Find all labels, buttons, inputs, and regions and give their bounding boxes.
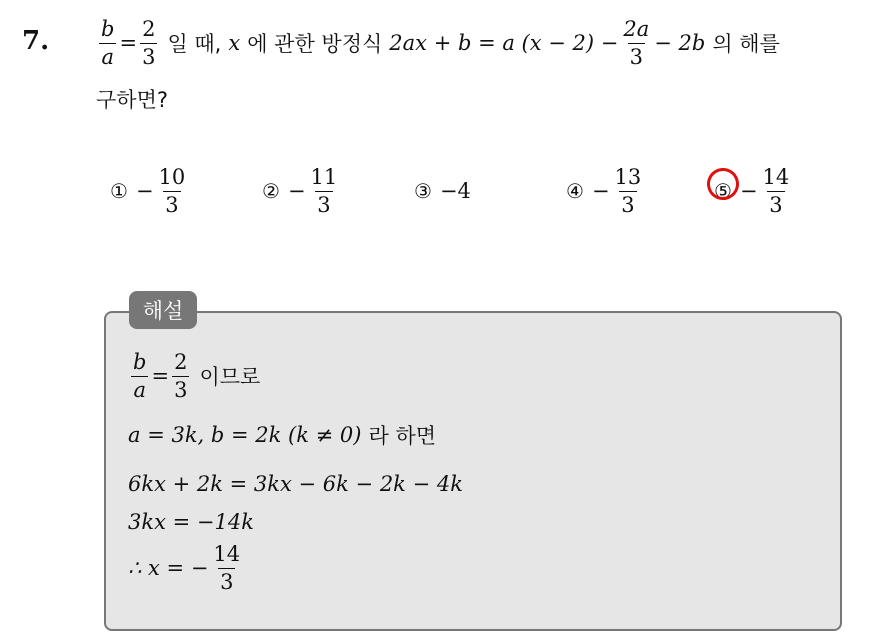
solution-line-4: 3kx = −14k [128, 510, 254, 534]
solution-text: 이므로 [199, 365, 261, 389]
frac-numerator: 10 [158, 165, 186, 190]
option-sign: − [135, 179, 154, 203]
frac-denominator: 3 [165, 192, 179, 217]
fraction-14-over-3 [211, 543, 242, 592]
frac-numerator: 2 [174, 350, 188, 375]
option-fraction [613, 166, 644, 215]
frac-numerator: 14 [762, 165, 790, 190]
option-marker: ② [262, 179, 280, 203]
solution-math: a = 3k, b = 2k (k ≠ 0) [128, 423, 362, 447]
frac-numerator: 11 [310, 165, 338, 190]
frac-denominator: 3 [629, 44, 643, 69]
frac-numerator: b [133, 350, 147, 375]
question-line-2: 구하면? [96, 88, 169, 112]
option-sign: − [739, 179, 758, 203]
frac-denominator: 3 [317, 192, 331, 217]
fraction-2-over-3 [172, 351, 189, 400]
text-solution-of: 의 해를 [712, 32, 780, 56]
text-equation-about: 에 관한 방정식 [247, 32, 383, 56]
frac-denominator: 3 [142, 44, 156, 69]
fraction-b-over-a [131, 351, 148, 400]
option-value: −4 [439, 179, 471, 203]
equals-sign: = [151, 364, 170, 388]
solution-text: 라 하면 [368, 424, 437, 448]
problem-number: 7. [22, 26, 50, 56]
option-fraction [309, 166, 340, 215]
solution-line-3: 6kx + 2k = 3kx − 6k − 2k − 4k [128, 472, 463, 496]
option-marker: ① [110, 179, 128, 203]
option-1[interactable] [110, 160, 190, 222]
frac-denominator: a [133, 377, 146, 402]
option-sign: − [591, 179, 610, 203]
frac-numerator: 2 [142, 17, 156, 42]
solution-line-2 [128, 418, 436, 452]
solution-line-1 [128, 344, 260, 408]
fraction-b-over-a [99, 18, 116, 67]
option-4[interactable] [566, 160, 646, 222]
equals-sign: = [119, 31, 138, 55]
frac-denominator: 3 [769, 192, 783, 217]
option-fraction [157, 166, 188, 215]
question-line-1 [96, 10, 780, 76]
frac-denominator: a [101, 44, 114, 69]
option-marker: ⑤ [714, 179, 732, 203]
option-sign: − [287, 179, 306, 203]
fraction-2-over-3 [140, 18, 157, 67]
frac-denominator: 3 [621, 192, 635, 217]
option-fraction [761, 166, 792, 215]
equation-tail: − 2b [654, 31, 706, 55]
frac-numerator: 2a [623, 17, 650, 42]
equation-lhs: 2ax + b = a (x − 2) − [389, 31, 619, 55]
variable-x: x [228, 31, 241, 55]
fraction-2a-over-3 [621, 18, 651, 67]
solution-math: ∴ x = − [128, 556, 209, 580]
frac-numerator: b [101, 17, 115, 42]
option-marker: ④ [566, 179, 584, 203]
frac-numerator: 13 [614, 165, 642, 190]
frac-denominator: 3 [220, 569, 234, 594]
option-2[interactable] [262, 160, 342, 222]
option-3[interactable] [414, 160, 471, 222]
solution-line-5 [128, 536, 245, 600]
frac-numerator: 14 [213, 542, 241, 567]
text-when: 일 때, [167, 32, 222, 56]
option-marker: ③ [414, 179, 432, 203]
solution-tag: 해설 [129, 291, 197, 329]
frac-denominator: 3 [174, 377, 188, 402]
